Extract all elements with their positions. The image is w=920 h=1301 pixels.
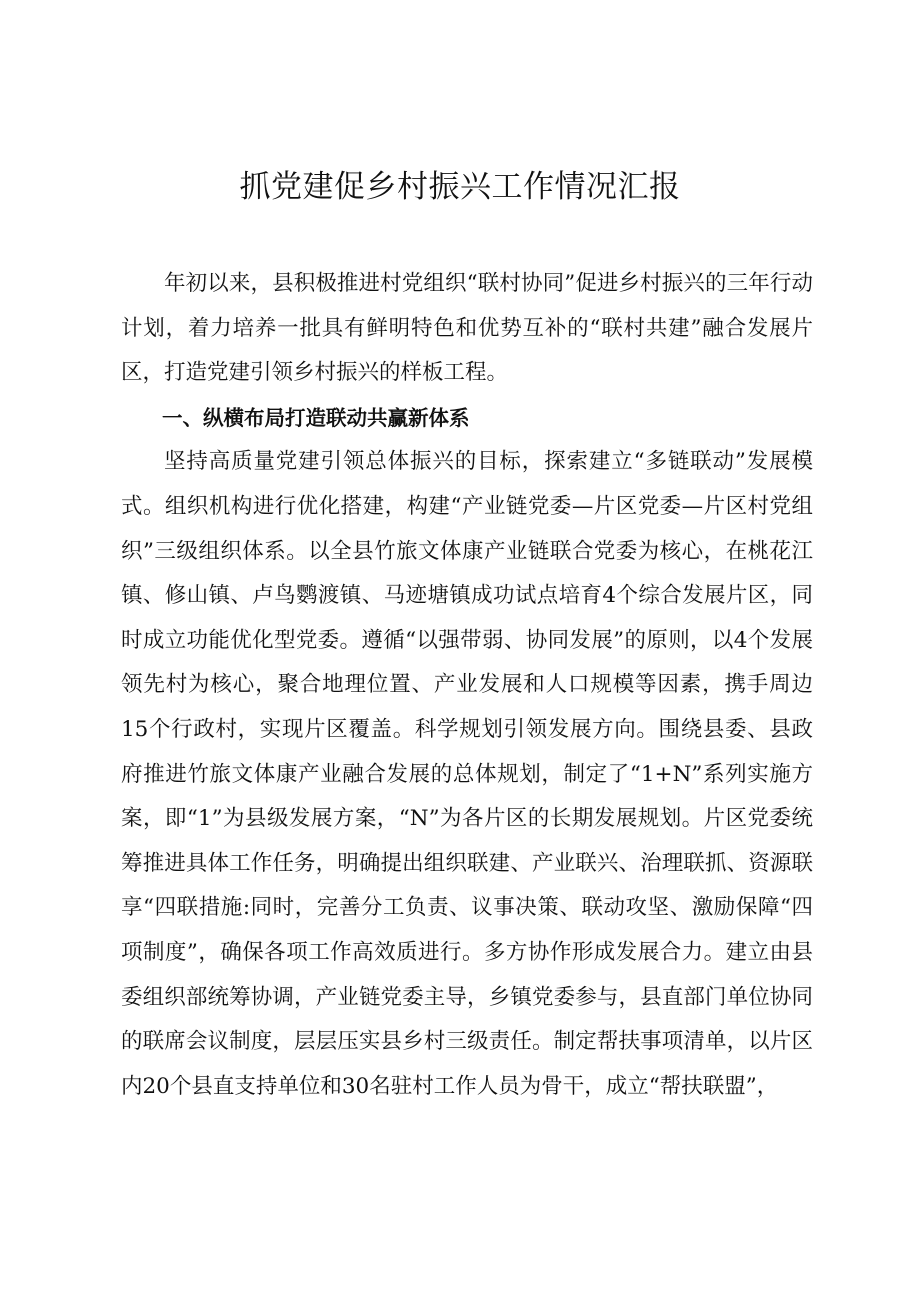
section-1-paragraph: 坚持高质量党建引领总体振兴的目标，探索建立“多链联动”发展模式。组织机构进行优化搭建，构建“产业链党委—片区党委—片区村党组织”三级组织体系。以全县竹旅文体康产业链联合党委为核心，在桃花江镇、修山镇、卢鸟鹦渡镇、马迹塘镇成功试点培育4个综合发展片区，同时成立功能优化型党委。遵循“以强带弱、协同发展”的原则，以4个发展领先村为核心，聚合地理位置、产业发展和人口规模等因素，携手周边15个行政村，实现片区覆盖。科学规划引领发展方向。围绕县委、县政府推进竹旅文体康产业融合发展的总体规划，制定了“1+N”系列实施方案，即“1”为县级发展方案，“N”为各片区的长期发展规划。片区党委统筹推进具体工作任务，明确提出组织联建、产业联兴、治理联抓、资源联享“四联措施:同时，完善分工负责、议事决策、联动攻坚、激励保障“四项制度”，确保各项工作高效质进行。多方协作形成发展合力。建立由县委组织部统筹协调，产业链党委主导，乡镇党委参与，县直部门单位协同的联席会议制度，层层压实县乡村三级责任。制定帮扶事项清单，以片区内20个县直支持单位和30名驻村工作人员为骨干，成立“帮扶联盟”， — [121, 449, 813, 1099]
document-title: 抓党建促乡村振兴工作情况汇报 — [239, 169, 681, 205]
section-heading-1: 一、纵横布局打造联动共赢新体系 — [162, 405, 470, 430]
document-body — [121, 262, 813, 1109]
intro-paragraph: 年初以来，县积极推进村党组织“联村协同”促进乡村振兴的三年行动计划，着力培养一批具有鲜明特色和优势互补的“联村共建”融合发展片区，打造党建引领乡村振兴的样板工程。 — [121, 271, 813, 386]
